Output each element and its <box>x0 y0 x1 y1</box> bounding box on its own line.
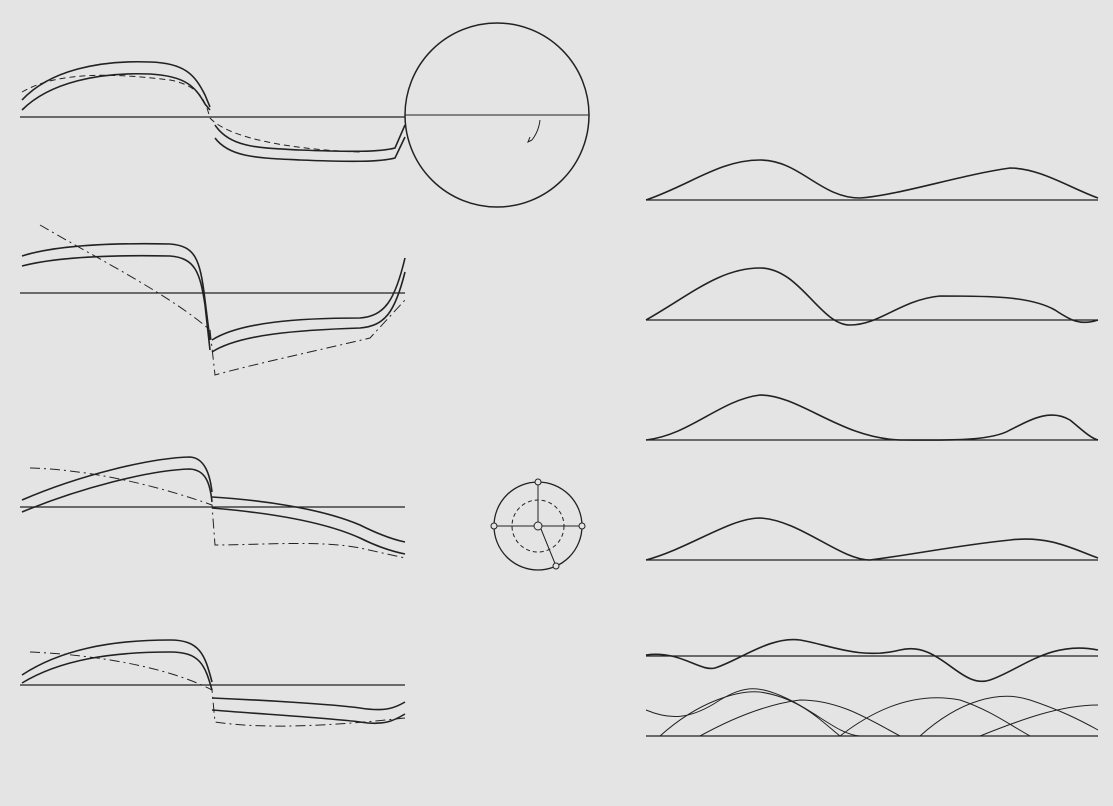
curve-d-I-dash <box>30 652 405 726</box>
curve-i-components-1 <box>646 689 860 736</box>
curve-b-I-dash <box>40 225 405 375</box>
curve-e <box>646 160 1098 200</box>
curve-b-return-III <box>212 258 405 340</box>
curve-c-I-dash <box>30 468 405 558</box>
curve-i-components-4 <box>840 698 1030 736</box>
fig44-phase-diagram <box>491 479 585 570</box>
curve-c-II <box>22 469 212 512</box>
curve-c-return-III <box>212 497 405 542</box>
curve-a-III-return <box>215 137 405 161</box>
fig44-baselines <box>20 117 405 685</box>
curve-a-III <box>22 62 210 107</box>
curve-f <box>646 268 1098 325</box>
curve-c-return-II <box>212 508 405 554</box>
curve-b-return-II <box>212 272 405 352</box>
curve-i-components-5 <box>920 696 1098 736</box>
curve-g <box>646 395 1098 440</box>
curve-i-components-2 <box>660 692 840 736</box>
fig45-curves <box>646 160 1098 736</box>
curve-h <box>646 518 1098 560</box>
fig44-curves <box>22 62 405 726</box>
curve-a-II-return <box>215 125 405 151</box>
curve-i <box>646 640 1098 682</box>
curve-d-II <box>22 652 212 690</box>
fig44-crank-circle <box>405 23 589 207</box>
curve-b-II <box>22 256 210 350</box>
curve-d-return-III <box>212 698 405 710</box>
